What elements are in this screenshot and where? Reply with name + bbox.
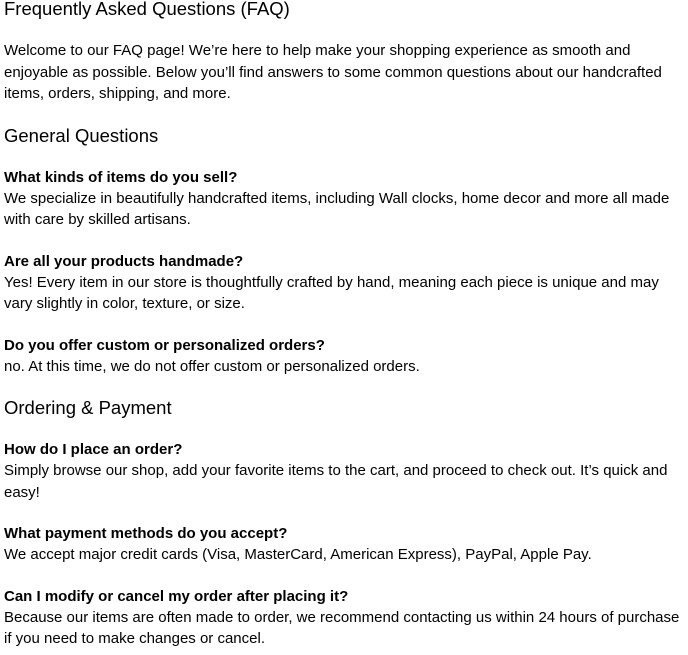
- faq-question: What kinds of items do you sell?: [4, 168, 238, 186]
- section-heading: General Questions: [4, 124, 159, 146]
- faq-answer: We specialize in beautifully handcrafted items, including Wall clocks, home decor and more all made with care by skilled artisans.: [4, 189, 670, 228]
- faq-answer: no. At this time, we do not offer custom or personalized orders.: [4, 357, 420, 375]
- faq-question: Are all your products handmade?: [4, 252, 244, 270]
- faq-answer: Because our items are often made to order, we recommend contacting us within 24 hours of purchase if you need to make changes or cancel.: [4, 608, 680, 647]
- section-heading: Ordering & Payment: [4, 397, 172, 418]
- faq-item: [4, 439, 684, 503]
- faq-answer: Yes! Every item in our store is thoughtfully crafted by hand, meaning each piece is unique and may vary slightly in color, texture, or size.: [4, 273, 659, 312]
- faq-item: [4, 251, 684, 315]
- faq-answer: Simply browse our shop, add your favorite items to the cart, and proceed to check out. It’s quick and easy!: [4, 462, 668, 501]
- intro-paragraph: Welcome to our FAQ page! We’re here to help make your shopping experience as smooth and enjoyable as possible. Below you’ll find answers to some common questions about our handcrafted items, orders, shipping, and more.: [4, 42, 662, 102]
- faq-question: Can I modify or cancel my order after placing it?: [4, 587, 349, 605]
- faq-question: Do you offer custom or personalized orders?: [4, 336, 325, 354]
- faq-item: [4, 335, 684, 378]
- faq-question: How do I place an order?: [4, 441, 183, 458]
- faq-item: [4, 523, 684, 566]
- faq-question: What payment methods do you accept?: [4, 525, 288, 542]
- section-ordering-payment: [4, 397, 684, 650]
- section-general-questions: [4, 125, 684, 378]
- faq-answer: We accept major credit cards (Visa, MasterCard, American Express), PayPal, Apple Pay.: [4, 546, 592, 563]
- faq-item: [4, 586, 684, 650]
- page-title: Frequently Asked Questions (FAQ): [4, 0, 290, 19]
- faq-item: [4, 167, 684, 231]
